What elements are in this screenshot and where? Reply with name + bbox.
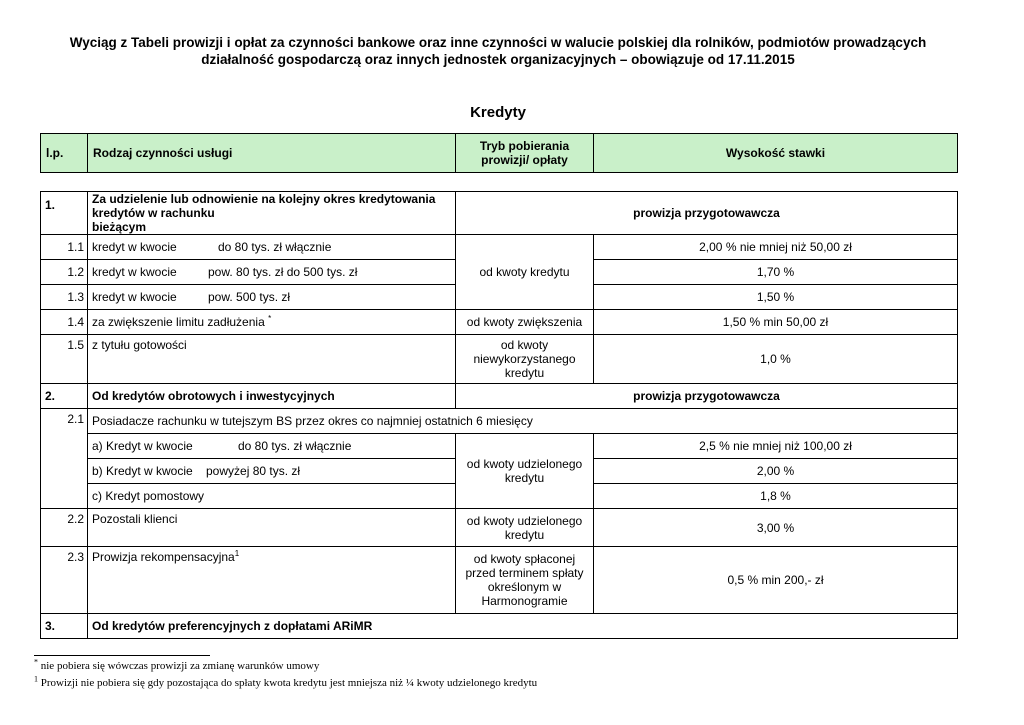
row-label-part-a: kredyt w kwocie bbox=[92, 240, 177, 254]
column-header-row bbox=[41, 134, 958, 173]
row-number: 2.3 bbox=[41, 547, 88, 614]
table-row bbox=[41, 192, 958, 235]
row-label-line-2: bieżącym bbox=[92, 220, 147, 234]
footnote-1-text: nie pobiera się wówczas prowizji za zmianę warunków umowy bbox=[38, 660, 320, 672]
row-number: 1.2 bbox=[41, 260, 88, 285]
row-number: 2.1 bbox=[41, 409, 88, 509]
row-rate: prowizja przygotowawcza bbox=[456, 192, 958, 235]
row-rate: 2,00 % nie mniej niż 50,00 zł bbox=[594, 235, 958, 260]
row-label bbox=[88, 235, 456, 260]
header-mode-line-1: Tryb pobierania bbox=[479, 139, 570, 153]
row-label bbox=[88, 434, 456, 459]
row-label: Posiadacze rachunku w tutejszym BS przez okres co najmniej ostatnich 6 miesięcy bbox=[88, 409, 958, 434]
row-label: Od kredytów obrotowych i inwestycyjnych bbox=[88, 384, 456, 409]
table-row bbox=[41, 434, 958, 459]
row-number: 3. bbox=[41, 614, 88, 639]
row-label bbox=[88, 310, 456, 335]
row-label-text: za zwiększenie limitu zadłużenia bbox=[92, 315, 265, 329]
column-header-table bbox=[40, 133, 958, 173]
row-mode-line-2: niewykorzystanego bbox=[473, 352, 576, 366]
row-label: Od kredytów preferencyjnych z dopłatami ARiMR bbox=[88, 614, 958, 639]
row-rate: 3,00 % bbox=[594, 509, 958, 547]
row-label bbox=[88, 547, 456, 614]
row-number: 1.1 bbox=[41, 235, 88, 260]
footnote-mark: 1 bbox=[234, 549, 240, 558]
table-row bbox=[41, 614, 958, 639]
row-rate: 1,70 % bbox=[594, 260, 958, 285]
row-mode: od kwoty zwiększenia bbox=[456, 310, 594, 335]
row-label: z tytułu gotowości bbox=[88, 335, 456, 384]
row-number: 1. bbox=[41, 192, 88, 235]
row-mode-line-2: kredytu bbox=[504, 471, 545, 485]
table-row bbox=[41, 384, 958, 409]
row-mode-line-1: od kwoty udzielonego bbox=[466, 457, 583, 471]
row-label bbox=[88, 192, 456, 235]
row-mode-line-1: od kwoty udzielonego bbox=[466, 513, 583, 528]
row-label-line-1: Za udzielenie lub odnowienie na kolejny okres kredytowania kredytów w rachunku bbox=[92, 192, 436, 220]
row-rate: 1,50 % min 50,00 zł bbox=[594, 310, 958, 335]
row-label bbox=[88, 459, 456, 484]
header-mode bbox=[456, 134, 594, 173]
title-line-2: działalność gospodarczą oraz innych jednostek organizacyjnych – obowiązuje od 17.11.2015 bbox=[201, 52, 795, 67]
table-row bbox=[41, 509, 958, 547]
row-label-part-b: pow. 80 tys. zł do 500 tys. zł bbox=[208, 265, 358, 279]
footnote-separator bbox=[34, 655, 210, 656]
row-label-part-b: powyżej 80 tys. zł bbox=[206, 464, 301, 478]
row-mode bbox=[456, 547, 594, 614]
section-heading: Kredyty bbox=[470, 104, 526, 121]
footnote-2-mark: 1 bbox=[34, 674, 38, 684]
table-row bbox=[41, 235, 958, 260]
row-mode-line-2: przed terminem spłaty bbox=[465, 566, 584, 580]
table-row bbox=[41, 310, 958, 335]
row-rate: 0,5 % min 200,- zł bbox=[594, 547, 958, 614]
row-rate: 1,50 % bbox=[594, 285, 958, 310]
fees-table bbox=[40, 191, 958, 639]
row-mode-line-1: od kwoty bbox=[500, 338, 549, 352]
header-service: Rodzaj czynności usługi bbox=[88, 134, 456, 173]
footnote-2 bbox=[34, 674, 538, 690]
row-rate: 1,0 % bbox=[594, 335, 958, 384]
row-mode-line-2: kredytu bbox=[504, 527, 545, 542]
document-title bbox=[40, 34, 956, 68]
footnote-2-text: Prowizji nie pobiera się gdy pozostająca do spłaty kwota kredytu jest mniejsza niż ¼ kwoty udzielonego kredytu bbox=[38, 677, 538, 689]
row-mode: od kwoty kredytu bbox=[456, 235, 594, 310]
row-mode-line-3: kredytu bbox=[504, 366, 545, 380]
row-label: Pozostali klienci bbox=[88, 509, 456, 547]
row-number: 2.2 bbox=[41, 509, 88, 547]
row-number: 1.3 bbox=[41, 285, 88, 310]
row-mode bbox=[456, 509, 594, 547]
row-mode-line-3: określonym w bbox=[487, 580, 562, 594]
row-label-text: Prowizja rekompensacyjna bbox=[92, 550, 235, 564]
row-label-part-a: kredyt w kwocie bbox=[92, 290, 177, 304]
row-label-part-b: do 80 tys. zł włącznie bbox=[218, 240, 332, 254]
footnote-1 bbox=[34, 657, 320, 673]
footnote-mark: * bbox=[268, 314, 272, 323]
row-number: 1.4 bbox=[41, 310, 88, 335]
row-label bbox=[88, 285, 456, 310]
row-mode-line-1: od kwoty spłaconej bbox=[473, 552, 576, 566]
row-label bbox=[88, 260, 456, 285]
row-rate: 1,8 % bbox=[594, 484, 958, 509]
row-label-part-b: do 80 tys. zł włącznie bbox=[238, 439, 352, 453]
row-label-part-b: pow. 500 tys. zł bbox=[208, 290, 291, 304]
row-mode bbox=[456, 335, 594, 384]
row-label-part-a: kredyt w kwocie bbox=[92, 265, 177, 279]
footnote-1-mark: * bbox=[34, 657, 38, 667]
table-row bbox=[41, 335, 958, 384]
row-label-part-a: a) Kredyt w kwocie bbox=[92, 439, 193, 453]
header-rate: Wysokość stawki bbox=[594, 134, 958, 173]
row-number: 2. bbox=[41, 384, 88, 409]
table-row bbox=[41, 409, 958, 434]
row-label-part-a: b) Kredyt w kwocie bbox=[92, 464, 193, 478]
row-rate: 2,5 % nie mniej niż 100,00 zł bbox=[594, 434, 958, 459]
title-line-1: Wyciąg z Tabeli prowizji i opłat za czynności bankowe oraz inne czynności w walucie polskiej dla rolników, podmiotów prowadzących bbox=[69, 35, 927, 50]
row-label: c) Kredyt pomostowy bbox=[88, 484, 456, 509]
table-row bbox=[41, 547, 958, 614]
row-mode-line-4: Harmonogramie bbox=[481, 594, 568, 608]
row-rate: 2,00 % bbox=[594, 459, 958, 484]
row-rate: prowizja przygotowawcza bbox=[456, 384, 958, 409]
row-mode bbox=[456, 434, 594, 509]
header-lp: l.p. bbox=[41, 134, 88, 173]
row-number: 1.5 bbox=[41, 335, 88, 384]
header-mode-line-2: prowizji/ opłaty bbox=[481, 153, 568, 167]
